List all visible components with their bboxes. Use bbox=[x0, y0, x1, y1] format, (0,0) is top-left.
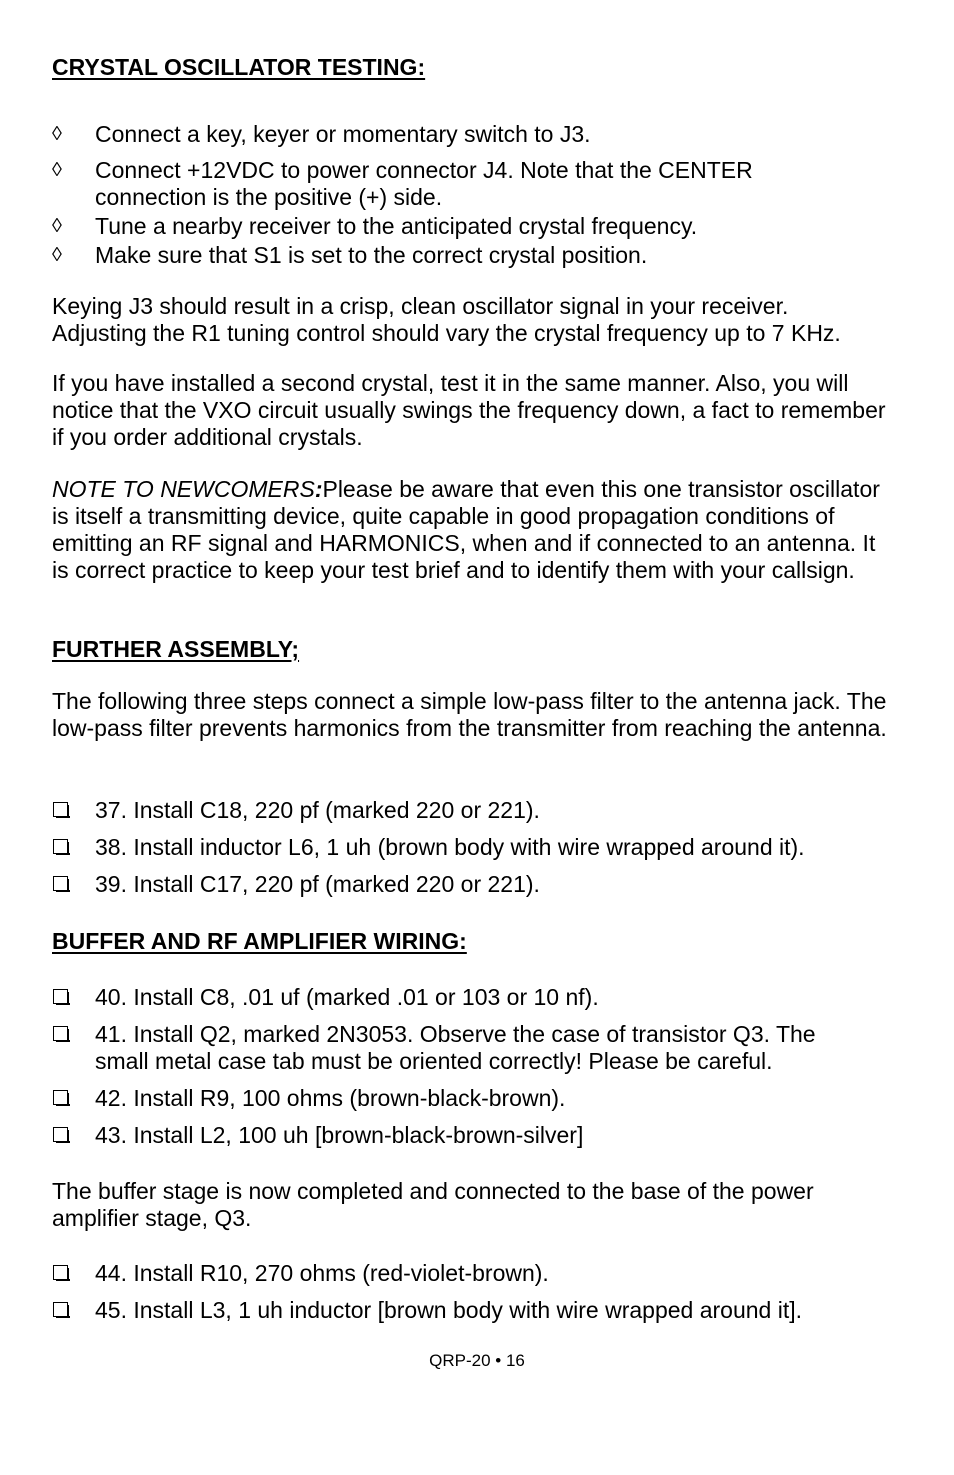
checkbox-icon[interactable] bbox=[53, 876, 68, 891]
bullet-text: Make sure that S1 is set to the correct crystal position. bbox=[95, 242, 648, 268]
bullet-text: Tune a nearby receiver to the anticipated crystal frequency. bbox=[95, 213, 698, 239]
checkbox-icon[interactable] bbox=[53, 839, 68, 854]
diamond-bullet-icon: ◊ bbox=[52, 123, 62, 145]
buffer-completed-paragraph: The buffer stage is now completed and connected to the base of the power amplifier stage, Q3. bbox=[52, 1178, 814, 1231]
step-text: 38. Install inductor L6, 1 uh (brown body with wire wrapped around it). bbox=[95, 834, 805, 860]
note-text: Please be aware that even this one transistor oscillator is itself a transmitting device, quite capable in good propagation conditions of emitting an RF signal and HARMONICS, when and if connected to an antenna. It is correct practice to keep your test brief and to identify them with your callsign. bbox=[52, 476, 880, 583]
bullet-text: Connect a key, keyer or momentary switch to J3. bbox=[95, 121, 591, 147]
checkbox-icon[interactable] bbox=[53, 1026, 68, 1041]
crystal-testing-heading: CRYSTAL OSCILLATOR TESTING: bbox=[52, 54, 426, 80]
bullet-text: Connect +12VDC to power connector J4. Note that the CENTER connection is the positive (+) side. bbox=[95, 157, 753, 210]
checkbox-icon[interactable] bbox=[53, 1090, 68, 1105]
step-text: 43. Install L2, 100 uh [brown-black-brown-silver] bbox=[95, 1122, 584, 1148]
buffer-wiring-heading: BUFFER AND RF AMPLIFIER WIRING: bbox=[52, 928, 467, 954]
page-footer: QRP-20 • 16 bbox=[429, 1351, 525, 1370]
checkbox-icon[interactable] bbox=[53, 989, 68, 1004]
second-crystal-paragraph: If you have installed a second crystal, test it in the same manner. Also, you will notice that the VXO circuit usually swings the frequency down, a fact to remember if you order additional crystals. bbox=[52, 370, 886, 450]
step-text: 45. Install L3, 1 uh inductor [brown body with wire wrapped around it]. bbox=[95, 1297, 803, 1323]
checkbox-icon[interactable] bbox=[53, 1127, 68, 1142]
keying-paragraph: Keying J3 should result in a crisp, clean oscillator signal in your receiver. Adjusting the R1 tuning control should vary the crystal frequency up to 7 KHz. bbox=[52, 293, 841, 346]
step-text: 40. Install C8, .01 uf (marked .01 or 103 or 10 nf). bbox=[95, 984, 599, 1010]
note-colon: : bbox=[314, 476, 323, 502]
step-text: 41. Install Q2, marked 2N3053. Observe the case of transistor Q3. The small metal case tab must be oriented correctly! Please be careful. bbox=[95, 1021, 816, 1074]
further-assembly-heading: FURTHER ASSEMBLY; bbox=[52, 636, 300, 662]
low-pass-intro: The following three steps connect a simple low-pass filter to the antenna jack. The low-pass filter prevents harmonics from the transmitter from reaching the antenna. bbox=[52, 688, 887, 741]
checkbox-icon[interactable] bbox=[53, 1302, 68, 1317]
step-text: 37. Install C18, 220 pf (marked 220 or 221). bbox=[95, 797, 540, 823]
note-label: NOTE TO NEWCOMERS bbox=[52, 476, 315, 502]
newcomers-note bbox=[52, 476, 892, 584]
checkbox-icon[interactable] bbox=[53, 1265, 68, 1280]
diamond-bullet-icon: ◊ bbox=[52, 159, 62, 181]
step-text: 42. Install R9, 100 ohms (brown-black-brown). bbox=[95, 1085, 566, 1111]
step-text: 39. Install C17, 220 pf (marked 220 or 221). bbox=[95, 871, 540, 897]
step-text: 44. Install R10, 270 ohms (red-violet-brown). bbox=[95, 1260, 549, 1286]
checkbox-icon[interactable] bbox=[53, 802, 68, 817]
diamond-bullet-icon: ◊ bbox=[52, 244, 62, 266]
diamond-bullet-icon: ◊ bbox=[52, 215, 62, 237]
